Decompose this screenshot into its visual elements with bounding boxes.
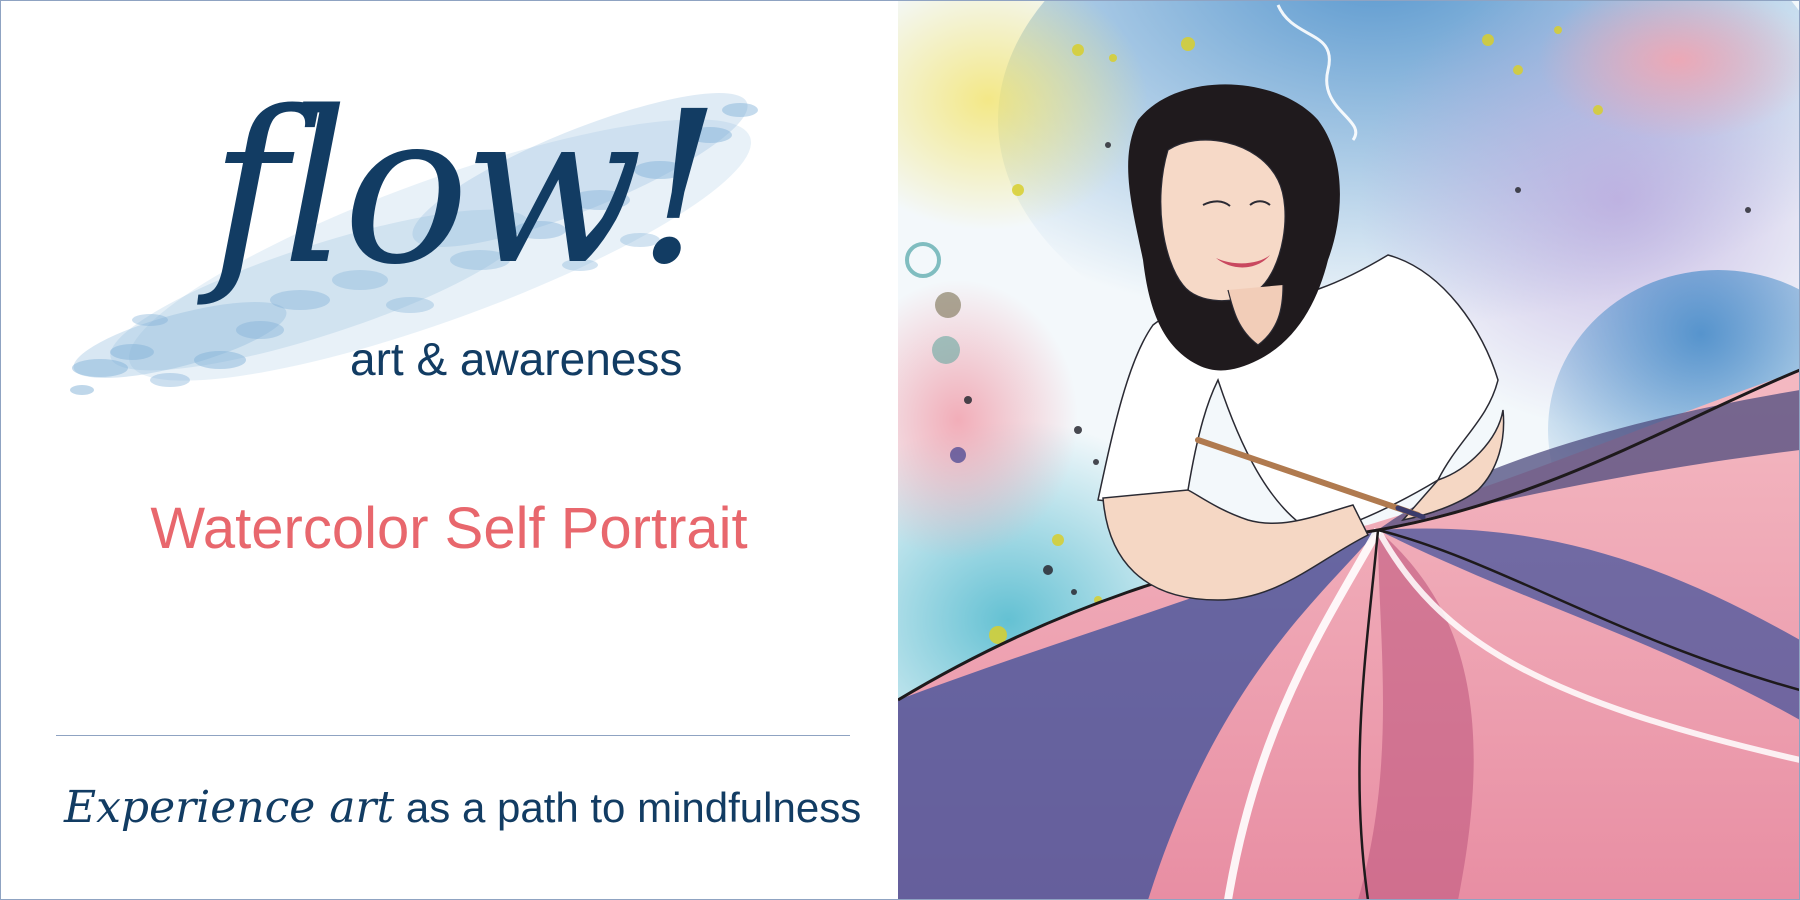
logo-wordmark: flow! bbox=[210, 66, 716, 311]
illustration-panel bbox=[898, 0, 1800, 900]
footer-rest-text: as a path to mindfulness bbox=[405, 784, 862, 831]
woman-painting-icon bbox=[898, 0, 1800, 900]
page-title: Watercolor Self Portrait bbox=[150, 496, 748, 561]
footer-tagline bbox=[64, 782, 861, 833]
logo[interactable] bbox=[60, 66, 820, 430]
brand-panel bbox=[0, 0, 898, 900]
divider bbox=[56, 735, 850, 736]
logo-tagline: art & awareness bbox=[350, 333, 683, 385]
footer-script-text: Experience art bbox=[64, 782, 395, 833]
